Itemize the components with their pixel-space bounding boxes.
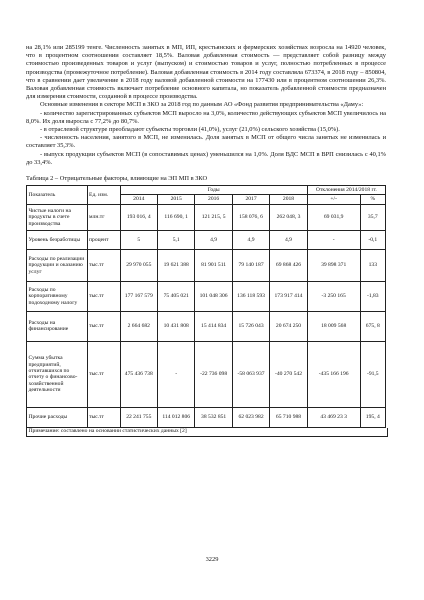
table-row (27, 407, 386, 427)
header-dev-pct: % (360, 195, 385, 204)
row-unit: млн.тг (87, 204, 120, 230)
paragraph-5: - численность населения, занятого в МСП, не изменилась. Доля занятых в МСП от общего числа занятых не изменилась и составляет 35,3%. (26, 134, 386, 150)
row-label: Уровень безработицы (27, 230, 88, 249)
table-cell: 18 009 568 (307, 311, 360, 341)
table-cell: 4,9 (232, 230, 269, 249)
header-dev-abs: +/- (307, 195, 360, 204)
table-cell: 193 016, 4 (120, 204, 157, 230)
table-cell: 173 917 414 (270, 281, 307, 311)
table-row (27, 341, 386, 407)
paragraph-2: Основные изменения в секторе МСП в ЗКО за 2018 год по данным АО «Фонд развития предпринимательства «Даму»: (40, 101, 364, 109)
paragraph-6: - выпуск продукции субъектов МСП (в сопоставимых ценах) уменьшился на 1,0%. Доля ВДС МСП в ВРП снизилась с 40,1% до 33,4%. (26, 150, 386, 166)
table-cell: 29 970 055 (120, 249, 157, 281)
table-cell: 22 241 755 (120, 407, 157, 427)
table-cell: 262 048, 3 (270, 204, 307, 230)
header-year: 2018 (270, 195, 307, 204)
row-unit: тыс.тг (87, 249, 120, 281)
row-label: Расходы по корпоративному подоходному налогу (27, 281, 88, 311)
table-cell: 19 621 388 (157, 249, 194, 281)
table-cell: 5 (120, 230, 157, 249)
table-cell: 4,9 (195, 230, 232, 249)
table-cell: 69 868 426 (270, 249, 307, 281)
table-cell: - (157, 341, 194, 407)
table-cell: 136 118 593 (232, 281, 269, 311)
table-cell: 15 414 834 (195, 311, 232, 341)
table-cell: 116 690, 1 (157, 204, 194, 230)
row-unit: тыс.тг (87, 341, 120, 407)
row-label: Сумма убытка предприятий, отчитавшихся по отчету о финансово-хозяйственной деятельности (27, 341, 88, 407)
header-years: Годы (120, 186, 307, 195)
row-unit: тыс.тг (87, 311, 120, 341)
table-cell: 15 726 043 (232, 311, 269, 341)
table-cell: 158 076, 6 (232, 204, 269, 230)
paragraph-3: - количество зарегистрированных субъектов МСП выросло на 3,0%, количество действующих субъектов МСП увеличилось на 8,0%. Их доля выросла с 77,2% до 80,7%. (26, 109, 386, 125)
table-cell: -3 250 165 (307, 281, 360, 311)
table-cell: -58 063 937 (232, 341, 269, 407)
table-cell: 75 405 021 (157, 281, 194, 311)
table-cell: 38 532 851 (195, 407, 232, 427)
header-deviations: Отклонения 2014/2018 гг. (307, 186, 385, 195)
table-cell: -435 166 196 (307, 341, 360, 407)
header-year: 2014 (120, 195, 157, 204)
table-caption: Таблица 2 – Отрицательные факторы, влияющие на ЭП МП в ЗКО (26, 175, 208, 183)
table-cell: 2 664 682 (120, 311, 157, 341)
table-cell: 177 167 579 (120, 281, 157, 311)
table-cell: 114 012 806 (157, 407, 194, 427)
table-cell: 79 140 187 (232, 249, 269, 281)
table-cell: 4,9 (270, 230, 307, 249)
paragraph-1: на 28,1% или 285199 тенге. Численность занятых в МП, ИП, крестьянских и фермерских хозяйствах возросла на 14920 человек, что в процентном соотношении составляет 18,5%. Валовая добавленная стоимость — представляет собой разницу между стоимостью произведенных товаров и услуг (выпуском) и стоимостью товаров и услуг, полностью потребленных в процессе производства (промежуточное потребление). Валовая добавленная стоимость в 2014 году составляла 673374, в 2018 году – 850804, что в сравнении дает увеличение в 2018 году валовой добавленной стоимости на 177430 или в процентном соотношении 26,3%. Валовая добавленная стоимость включает потребление основного капитала, но показатель добавленной стоимости предназначен для измерения стоимости, созданной в процессе производства. (26, 44, 386, 101)
table-cell: 675, 8 (360, 311, 385, 341)
row-label: Чистые налоги на продукты в счете производства (27, 204, 88, 230)
table-cell: -40 270 542 (270, 341, 307, 407)
header-year: 2017 (232, 195, 269, 204)
row-label: Расходы на финансирование (27, 311, 88, 341)
page-number: 3229 (205, 556, 219, 563)
table-cell: 81 901 511 (195, 249, 232, 281)
data-table (26, 185, 386, 428)
header-year: 2016 (195, 195, 232, 204)
table-cell: -91,5 (360, 341, 385, 407)
table-row (27, 311, 386, 341)
table-cell: -1,83 (360, 281, 385, 311)
table-cell: 69 031,9 (307, 204, 360, 230)
table-note: Примечание: составлено на основании статистических данных [2] (26, 428, 388, 437)
table-cell: 35,7 (360, 204, 385, 230)
header-year: 2015 (157, 195, 194, 204)
table-cell: 133 (360, 249, 385, 281)
table-cell: 39 898 371 (307, 249, 360, 281)
table-cell: -0,1 (360, 230, 385, 249)
row-label: Расходы по реализации продукции и оказанию услуг (27, 249, 88, 281)
row-unit: тыс.тг (87, 407, 120, 427)
table-cell: 101 048 306 (195, 281, 232, 311)
table-cell: - (307, 230, 360, 249)
header-indicator: Показатель (27, 186, 88, 205)
table-cell: 5,1 (157, 230, 194, 249)
table-cell: 195, 4 (360, 407, 385, 427)
header-unit: Ед. изм. (87, 186, 120, 205)
table-cell: 20 674 250 (270, 311, 307, 341)
table-cell: 65 710 988 (270, 407, 307, 427)
row-unit: процент (87, 230, 120, 249)
table-row (27, 204, 386, 230)
table-row (27, 281, 386, 311)
table-row (27, 249, 386, 281)
table-cell: 43 469 23 3 (307, 407, 360, 427)
table-cell: -22 736 098 (195, 341, 232, 407)
table-cell: 10 431 808 (157, 311, 194, 341)
table-row (27, 230, 386, 249)
table-cell: 475 436 738 (120, 341, 157, 407)
paragraph-4: - в отраслевой структуре преобладают субъекты торговли (41,0%), услуг (21,0%) сельского хозяйства (15,0%). (40, 126, 340, 134)
table-cell: 121 215, 5 (195, 204, 232, 230)
page-content (26, 44, 386, 437)
row-label: Прочие расходы (27, 407, 88, 427)
table-cell: 62 023 982 (232, 407, 269, 427)
row-unit: тыс.тг (87, 281, 120, 311)
